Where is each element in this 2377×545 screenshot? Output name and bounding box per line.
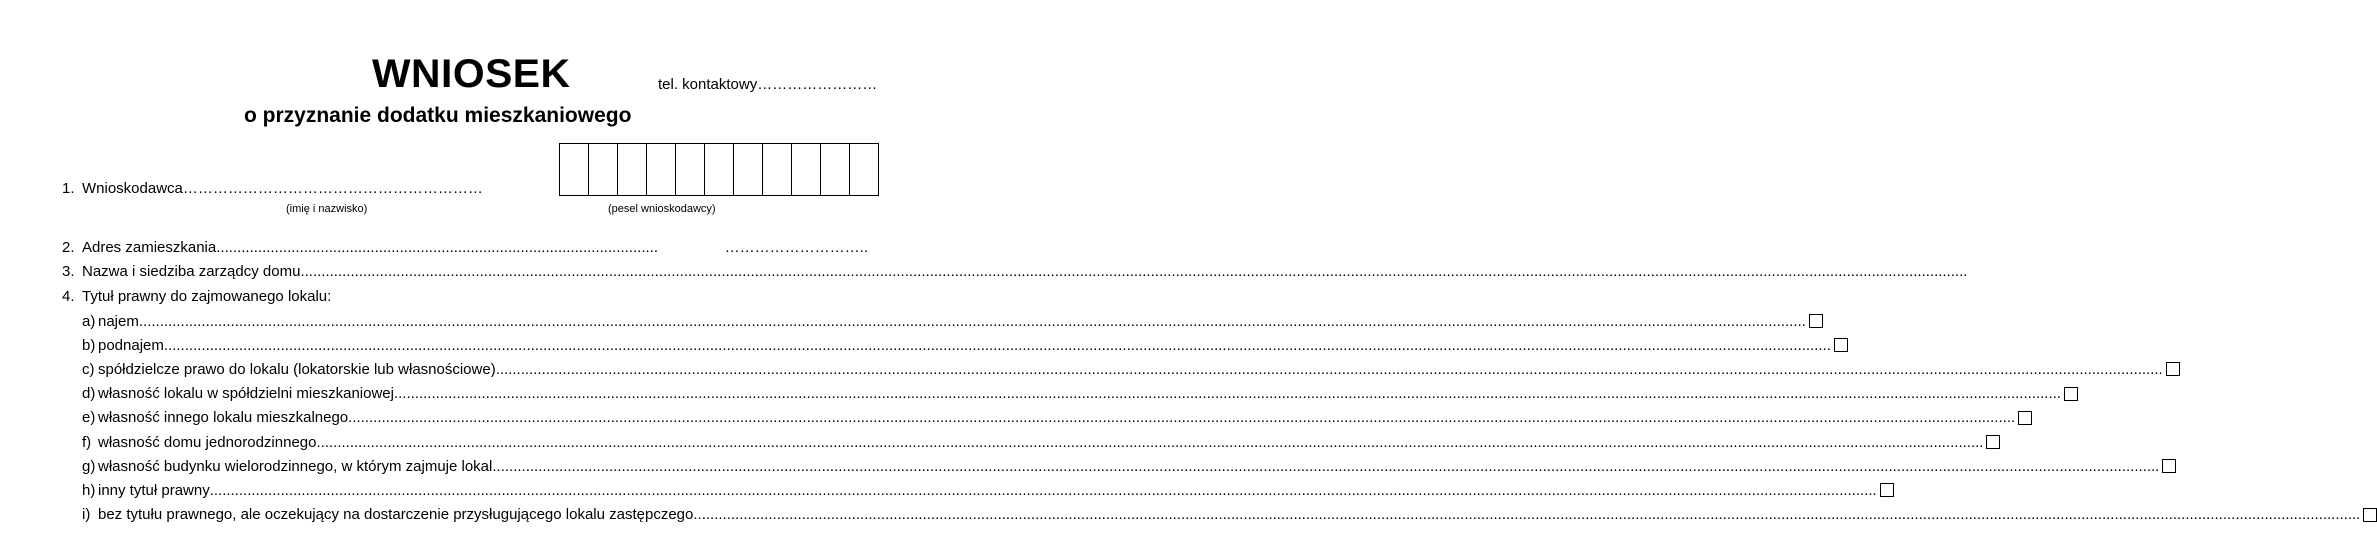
phone-field[interactable]: tel. kontaktowy…………………… <box>658 76 878 93</box>
option-checkbox[interactable] <box>2018 411 2032 425</box>
pesel-digit-cell[interactable] <box>589 144 618 195</box>
address-extra-field[interactable]: ……………………….. <box>724 239 868 256</box>
option-checkbox[interactable] <box>1880 483 1894 497</box>
option-label: najem <box>98 312 139 330</box>
option-row[interactable] <box>82 433 1984 451</box>
option-label: inny tytuł prawny <box>98 481 210 499</box>
address-field[interactable] <box>82 239 868 257</box>
option-dots: ................................................................................................................................................................................................................................................................................................................................................................................................................ <box>693 506 2361 524</box>
address-label: Adres zamieszkania <box>82 239 217 256</box>
option-letter: f) <box>82 433 92 451</box>
option-letter: a) <box>82 312 96 330</box>
option-row[interactable] <box>82 312 1806 330</box>
option-checkbox[interactable] <box>2064 387 2078 401</box>
option-checkbox[interactable] <box>1809 314 1823 328</box>
option-letter: i) <box>82 506 91 524</box>
option-label: własność budynku wielorodzinnego, w którym zajmuje lokal <box>98 457 493 475</box>
field-number-1: 1. <box>62 180 75 197</box>
pesel-digit-cell[interactable] <box>618 144 647 195</box>
option-dots: ................................................................................................................................................................................................................................................................................................................................................................................................................ <box>492 457 2160 475</box>
option-letter: h) <box>82 481 96 499</box>
option-row[interactable] <box>82 409 2016 427</box>
field-number-4: 4. <box>62 288 75 305</box>
pesel-digit-cell[interactable] <box>676 144 705 195</box>
option-row[interactable] <box>82 360 2163 378</box>
pesel-digit-cell[interactable] <box>734 144 763 195</box>
pesel-digit-cell[interactable] <box>560 144 589 195</box>
option-checkbox[interactable] <box>2162 459 2176 473</box>
pesel-digit-cell[interactable] <box>647 144 676 195</box>
option-dots: ................................................................................................................................................................................................................................................................................................................................................................................................................ <box>163 336 1831 354</box>
option-row[interactable] <box>82 506 2361 524</box>
option-dots: ................................................................................................................................................................................................................................................................................................................................................................................................................ <box>138 312 1806 330</box>
option-checkbox[interactable] <box>1986 435 2000 449</box>
option-label: bez tytułu prawnego, ale oczekujący na dostarczenie przysługującego lokalu zastępczego <box>98 506 694 524</box>
option-label: własność domu jednorodzinnego <box>98 433 317 451</box>
applicant-name-caption: (imię i nazwisko) <box>286 203 368 215</box>
manager-label: Nazwa i siedziba zarządcy domu <box>82 263 301 280</box>
option-dots: ................................................................................................................................................................................................................................................................................................................................................................................................................ <box>393 385 2061 403</box>
address-dots: .......................................................................................................... <box>216 239 658 256</box>
option-row[interactable] <box>82 336 1831 354</box>
option-letter: b) <box>82 336 96 354</box>
option-letter: c) <box>82 360 95 378</box>
option-label: własność innego lokalu mieszkalnego <box>98 409 349 427</box>
manager-field[interactable] <box>82 263 1968 281</box>
option-dots: ................................................................................................................................................................................................................................................................................................................................................................................................................ <box>316 433 1984 451</box>
field-number-2: 2. <box>62 239 75 256</box>
option-label: podnajem <box>98 336 164 354</box>
option-label: spółdzielcze prawo do lokalu (lokatorskie lub własnościowe) <box>98 360 496 378</box>
pesel-caption: (pesel wnioskodawcy) <box>608 203 716 215</box>
pesel-input-grid[interactable] <box>559 143 879 196</box>
applicant-name-field[interactable]: Wnioskodawca…………………………………………………… <box>82 180 483 197</box>
pesel-digit-cell[interactable] <box>850 144 879 195</box>
option-checkbox[interactable] <box>2363 508 2377 522</box>
option-dots: ................................................................................................................................................................................................................................................................................................................................................................................................................ <box>348 409 2016 427</box>
option-checkbox[interactable] <box>2166 362 2180 376</box>
pesel-digit-cell[interactable] <box>705 144 734 195</box>
option-letter: d) <box>82 385 96 403</box>
option-dots: ................................................................................................................................................................................................................................................................................................................................................................................................................ <box>209 481 1877 499</box>
option-checkbox[interactable] <box>1834 338 1848 352</box>
option-letter: e) <box>82 409 96 427</box>
option-letter: g) <box>82 457 96 475</box>
form-subtitle: o przyznanie dodatku mieszkaniowego <box>244 104 632 127</box>
legal-title-label: Tytuł prawny do zajmowanego lokalu: <box>82 288 332 305</box>
pesel-digit-cell[interactable] <box>763 144 792 195</box>
form-title: WNIOSEK <box>372 52 571 96</box>
option-row[interactable] <box>82 385 2061 403</box>
option-row[interactable] <box>82 481 1877 499</box>
option-dots: ................................................................................................................................................................................................................................................................................................................................................................................................................ <box>495 360 2163 378</box>
field-number-3: 3. <box>62 263 75 280</box>
pesel-digit-cell[interactable] <box>821 144 850 195</box>
pesel-digit-cell[interactable] <box>792 144 821 195</box>
manager-dots: ................................................................................................................................................................................................................................................................................................................................................................................................................ <box>300 263 1968 280</box>
option-row[interactable] <box>82 457 2160 475</box>
option-label: własność lokalu w spółdzielni mieszkaniowej <box>98 385 394 403</box>
